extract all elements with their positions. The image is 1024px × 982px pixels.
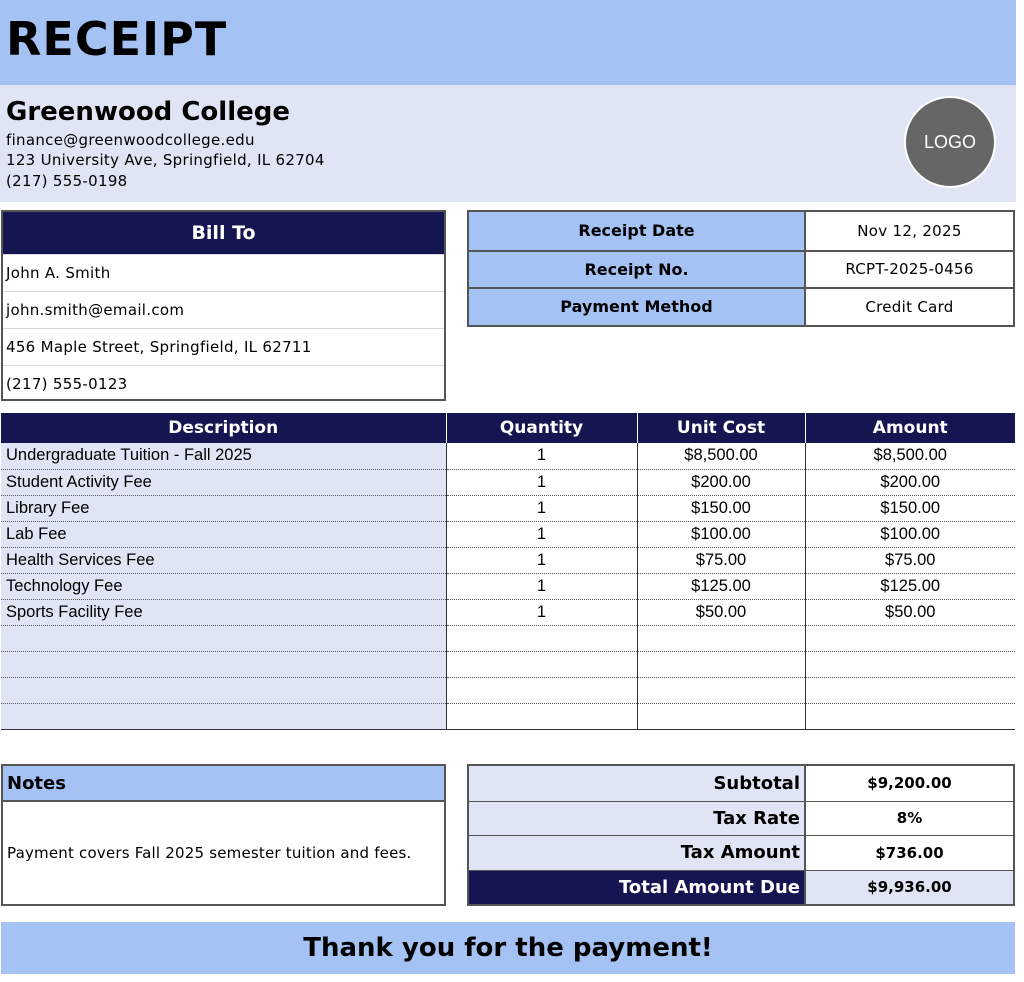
cell-description[interactable] — [1, 651, 446, 677]
cell-unit-cost[interactable]: $75.00 — [637, 547, 805, 573]
cell-unit-cost[interactable]: $100.00 — [637, 521, 805, 547]
cell-amount[interactable]: $75.00 — [805, 547, 1015, 573]
cell-amount[interactable] — [805, 677, 1015, 703]
cell-quantity[interactable]: 1 — [446, 547, 637, 573]
table-row — [1, 547, 1015, 573]
subtotal-value[interactable]: $9,200.00 — [867, 774, 952, 793]
subtotal-label: Subtotal — [469, 766, 806, 801]
table-row — [1, 625, 1015, 651]
cell-unit-cost[interactable] — [637, 625, 805, 651]
cell-quantity[interactable]: 1 — [446, 495, 637, 521]
cell-quantity[interactable]: 1 — [446, 521, 637, 547]
cell-quantity[interactable] — [446, 625, 637, 651]
table-row — [1, 443, 1015, 469]
tax-rate-value[interactable]: 8% — [896, 809, 923, 828]
cell-amount[interactable] — [805, 703, 1015, 729]
cell-quantity[interactable]: 1 — [446, 599, 637, 625]
line-items-table — [1, 413, 1015, 730]
total-due-label: Total Amount Due — [469, 871, 806, 905]
logo-text: LOGO — [923, 131, 976, 152]
cell-unit-cost[interactable]: $50.00 — [637, 599, 805, 625]
cell-amount[interactable]: $125.00 — [805, 573, 1015, 599]
subtotal-row — [469, 766, 1013, 801]
meta-row-receipt-number — [469, 250, 1013, 288]
receipt-date-label: Receipt Date — [469, 212, 806, 250]
cell-unit-cost[interactable]: $8,500.00 — [637, 443, 805, 469]
cell-description[interactable]: Student Activity Fee — [1, 469, 446, 495]
cell-description[interactable]: Library Fee — [1, 495, 446, 521]
college-email: finance@greenwoodcollege.edu — [6, 131, 255, 149]
line-items-body — [1, 443, 1015, 729]
total-due-row — [469, 870, 1013, 905]
tax-rate-label: Tax Rate — [469, 802, 806, 836]
column-header-unit-cost: Unit Cost — [637, 413, 805, 443]
thank-you-banner: Thank you for the payment! — [1, 922, 1015, 974]
table-row — [1, 599, 1015, 625]
payment-method-label: Payment Method — [469, 289, 806, 325]
table-row — [1, 677, 1015, 703]
cell-amount[interactable]: $50.00 — [805, 599, 1015, 625]
table-row — [1, 469, 1015, 495]
logo-placeholder — [906, 98, 994, 186]
cell-description[interactable] — [1, 625, 446, 651]
cell-unit-cost[interactable] — [637, 651, 805, 677]
table-row — [1, 651, 1015, 677]
cell-description[interactable] — [1, 703, 446, 729]
table-row — [1, 573, 1015, 599]
receipt-number-value[interactable]: RCPT-2025-0456 — [845, 260, 974, 279]
notes-text[interactable]: Payment covers Fall 2025 semester tuition and fees. — [7, 844, 412, 862]
meta-row-payment-method — [469, 287, 1013, 325]
cell-unit-cost[interactable] — [637, 677, 805, 703]
cell-amount[interactable] — [805, 651, 1015, 677]
payment-method-value[interactable]: Credit Card — [865, 297, 954, 316]
line-items-header-row — [1, 413, 1015, 443]
table-row — [1, 703, 1015, 729]
cell-description[interactable]: Health Services Fee — [1, 547, 446, 573]
column-header-amount: Amount — [805, 413, 1015, 443]
tax-amount-value[interactable]: $736.00 — [875, 843, 944, 862]
cell-description[interactable]: Sports Facility Fee — [1, 599, 446, 625]
receipt-number-label: Receipt No. — [469, 252, 806, 288]
receipt-title: RECEIPT — [6, 12, 228, 66]
bill-to-section — [1, 210, 446, 401]
cell-amount[interactable] — [805, 625, 1015, 651]
totals-table — [467, 764, 1015, 906]
tax-amount-label: Tax Amount — [469, 836, 806, 870]
table-row — [1, 521, 1015, 547]
cell-amount[interactable]: $200.00 — [805, 469, 1015, 495]
cell-quantity[interactable]: 1 — [446, 573, 637, 599]
cell-amount[interactable]: $100.00 — [805, 521, 1015, 547]
cell-quantity[interactable] — [446, 703, 637, 729]
receipt-meta-table — [467, 210, 1015, 327]
bill-to-email[interactable]: john.smith@email.com — [3, 291, 444, 328]
cell-description[interactable] — [1, 677, 446, 703]
cell-quantity[interactable]: 1 — [446, 469, 637, 495]
bill-to-header: Bill To — [3, 212, 444, 254]
cell-unit-cost[interactable]: $200.00 — [637, 469, 805, 495]
cell-quantity[interactable] — [446, 677, 637, 703]
meta-row-receipt-date — [469, 212, 1013, 250]
notes-section — [1, 764, 446, 906]
column-header-quantity: Quantity — [446, 413, 637, 443]
cell-unit-cost[interactable] — [637, 703, 805, 729]
cell-description[interactable]: Undergraduate Tuition - Fall 2025 — [1, 443, 446, 469]
cell-quantity[interactable]: 1 — [446, 443, 637, 469]
receipt-date-value[interactable]: Nov 12, 2025 — [857, 221, 962, 240]
bill-to-name[interactable]: John A. Smith — [3, 254, 444, 291]
tax-amount-row — [469, 835, 1013, 870]
cell-description[interactable]: Lab Fee — [1, 521, 446, 547]
cell-description[interactable]: Technology Fee — [1, 573, 446, 599]
cell-quantity[interactable] — [446, 651, 637, 677]
bill-to-phone[interactable]: (217) 555-0123 — [3, 365, 444, 402]
tax-rate-row — [469, 801, 1013, 836]
cell-unit-cost[interactable]: $150.00 — [637, 495, 805, 521]
college-phone: (217) 555-0198 — [6, 172, 128, 190]
column-header-description: Description — [1, 413, 446, 443]
notes-header: Notes — [3, 766, 444, 802]
cell-amount[interactable]: $8,500.00 — [805, 443, 1015, 469]
table-row — [1, 495, 1015, 521]
college-address: 123 University Ave, Springfield, IL 62704 — [6, 151, 325, 169]
cell-unit-cost[interactable]: $125.00 — [637, 573, 805, 599]
college-name: Greenwood College — [6, 97, 290, 127]
total-due-value[interactable]: $9,936.00 — [806, 871, 1013, 905]
cell-amount[interactable]: $150.00 — [805, 495, 1015, 521]
bill-to-address[interactable]: 456 Maple Street, Springfield, IL 62711 — [3, 328, 444, 365]
